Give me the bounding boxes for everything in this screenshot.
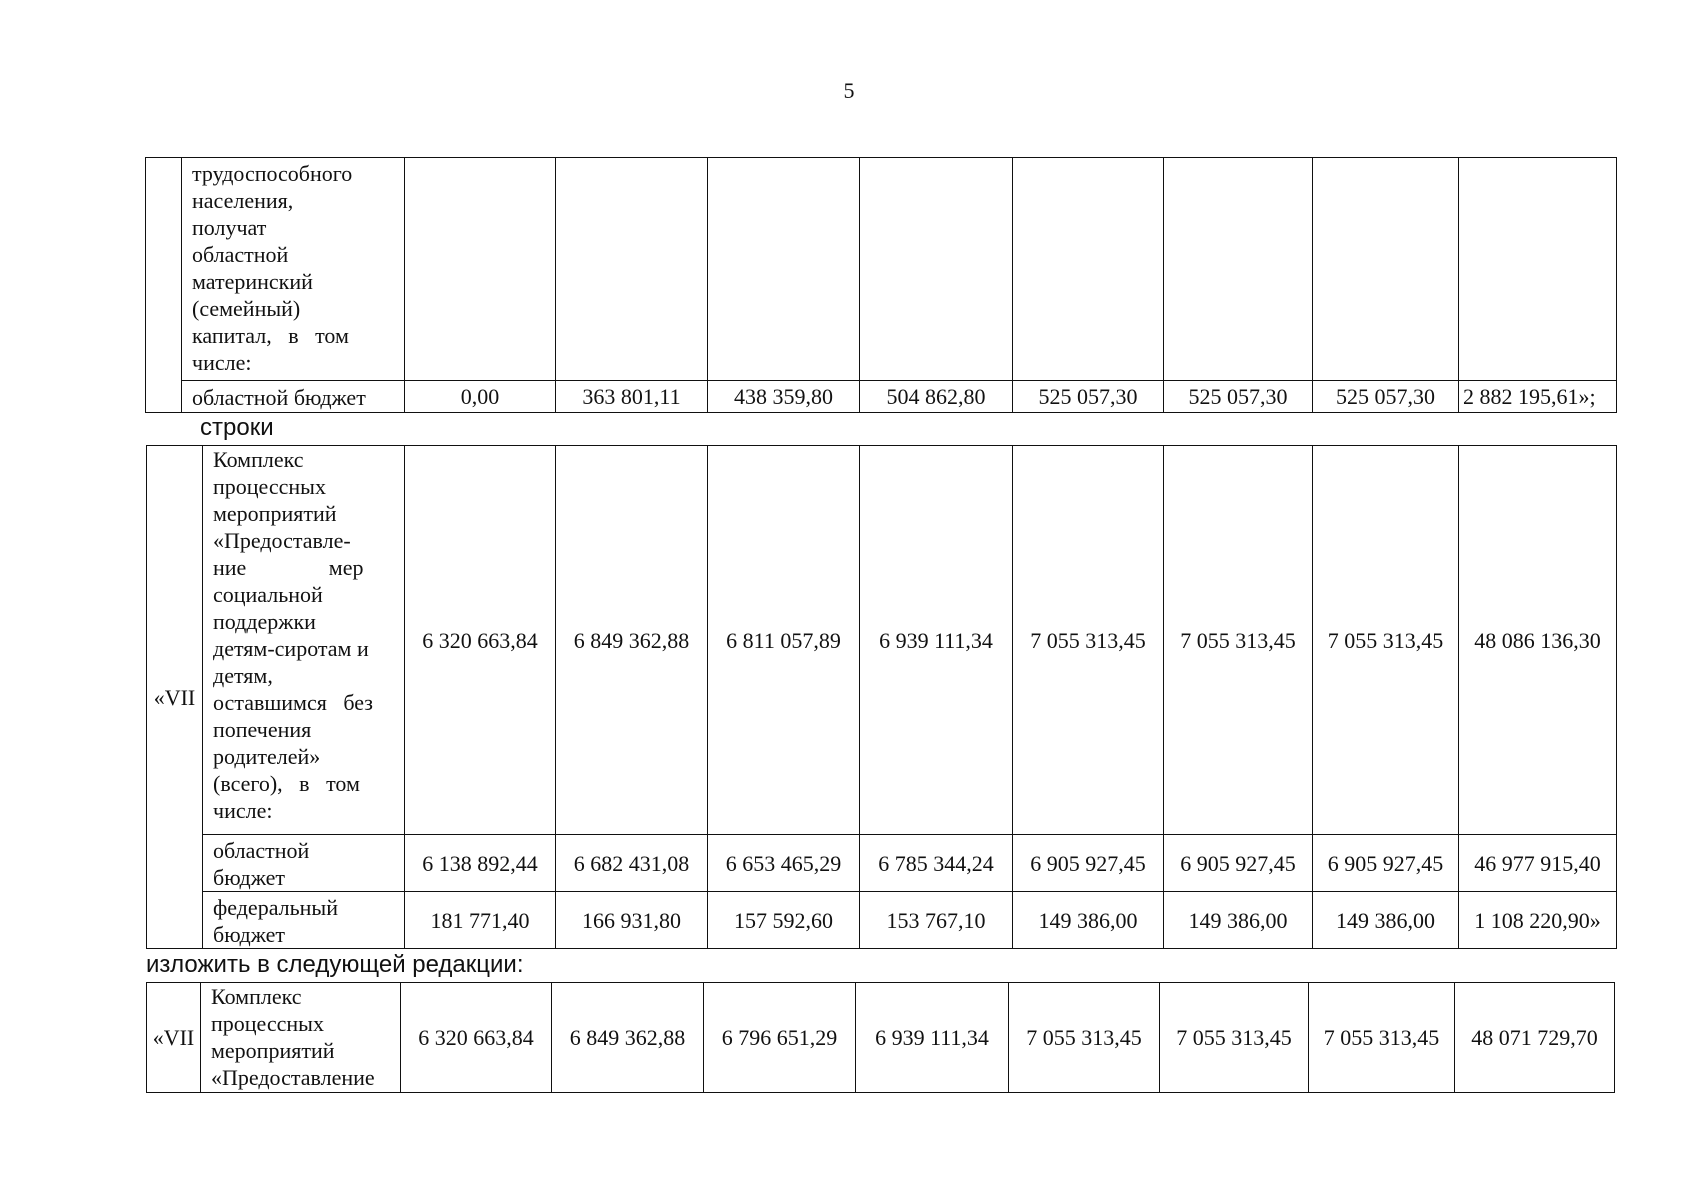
table-row	[147, 892, 1617, 949]
label-line: числе:	[213, 798, 273, 823]
value-cell	[1459, 158, 1617, 381]
value-cell	[405, 158, 556, 381]
label-line: ние мер	[213, 555, 364, 580]
label-line: федеральный	[213, 895, 338, 920]
value-cell: 6 939 111,34	[860, 446, 1013, 835]
table-new-rows	[146, 982, 1615, 1093]
value-cell: 157 592,60	[708, 892, 860, 949]
value-cell	[1013, 158, 1164, 381]
label-line: Комплекс	[211, 984, 302, 1009]
value-cell: 6 905 927,45	[1313, 835, 1459, 892]
row-number-cell	[146, 158, 182, 413]
label-line: капитал, в том	[192, 323, 349, 348]
value-cell: 6 811 057,89	[708, 446, 860, 835]
table-row	[147, 983, 1615, 1093]
value-cell: 7 055 313,45	[1309, 983, 1455, 1093]
value-cell: 7 055 313,45	[1164, 446, 1313, 835]
label-line: «Предоставле-	[213, 528, 351, 553]
label-line: процессных	[211, 1011, 324, 1036]
value-cell: 525 057,30	[1164, 381, 1313, 413]
label-line: социальной	[213, 582, 323, 607]
value-cell	[860, 158, 1013, 381]
row-label-cell	[203, 835, 405, 892]
label-line: областной	[192, 242, 289, 267]
value-cell: 153 767,10	[860, 892, 1013, 949]
value-cell: 181 771,40	[405, 892, 556, 949]
label-line: оставшимся без	[213, 690, 373, 715]
value-cell: 438 359,80	[708, 381, 860, 413]
label-line: получат	[192, 215, 267, 240]
row-label-cell	[203, 446, 405, 835]
value-cell: 149 386,00	[1013, 892, 1164, 949]
label-line: числе:	[192, 350, 252, 375]
table-old-rows	[146, 445, 1617, 949]
value-cell: 149 386,00	[1164, 892, 1313, 949]
value-cell: 363 801,11	[556, 381, 708, 413]
label-line: областной	[213, 838, 310, 863]
label-line: бюджет	[213, 865, 285, 890]
value-cell: 504 862,80	[860, 381, 1013, 413]
label-line: (всего), в том	[213, 771, 360, 796]
caption-new-edition: изложить в следующей редакции:	[146, 951, 524, 978]
value-cell: 525 057,30	[1313, 381, 1459, 413]
value-cell: 525 057,30	[1013, 381, 1164, 413]
label-line: населения,	[192, 188, 294, 213]
table-row	[146, 381, 1617, 413]
label-line: детям,	[213, 663, 273, 688]
value-cell: 6 849 362,88	[552, 983, 704, 1093]
value-cell: 149 386,00	[1313, 892, 1459, 949]
value-cell: 6 138 892,44	[405, 835, 556, 892]
label-line: «Предоставление	[211, 1065, 375, 1090]
value-cell: 6 849 362,88	[556, 446, 708, 835]
value-cell: 7 055 313,45	[1013, 446, 1164, 835]
value-cell: 48 086 136,30	[1459, 446, 1617, 835]
label-line: детям-сиротам и	[213, 636, 369, 661]
value-cell: 6 320 663,84	[405, 446, 556, 835]
table-row	[146, 158, 1617, 381]
page-number: 5	[843, 78, 855, 103]
caption-strings: строки	[200, 414, 274, 441]
label-line: родителей»	[213, 744, 321, 769]
table-row	[147, 446, 1617, 835]
value-cell: 6 653 465,29	[708, 835, 860, 892]
label-line: (семейный)	[192, 296, 301, 321]
value-cell	[556, 158, 708, 381]
value-cell: 2 882 195,61»;	[1459, 381, 1617, 413]
value-cell: 6 905 927,45	[1164, 835, 1313, 892]
table-continuation	[145, 157, 1617, 413]
label-line: мероприятий	[211, 1038, 335, 1063]
label-line: материнский	[192, 269, 313, 294]
value-cell: 0,00	[405, 381, 556, 413]
label-line: трудоспособного	[192, 161, 353, 186]
value-cell: 166 931,80	[556, 892, 708, 949]
value-cell: 7 055 313,45	[1009, 983, 1160, 1093]
value-cell: 48 071 729,70	[1455, 983, 1615, 1093]
value-cell: 7 055 313,45	[1160, 983, 1309, 1093]
label-line: мероприятий	[213, 501, 337, 526]
value-cell: 46 977 915,40	[1459, 835, 1617, 892]
value-cell	[1164, 158, 1313, 381]
value-cell: 6 796 651,29	[704, 983, 856, 1093]
label-line: бюджет	[213, 922, 285, 947]
value-cell: 6 939 111,34	[856, 983, 1009, 1093]
value-cell	[1313, 158, 1459, 381]
value-cell	[708, 158, 860, 381]
row-label-cell: областной бюджет	[182, 381, 405, 413]
value-cell: 6 320 663,84	[401, 983, 552, 1093]
label-line: процессных	[213, 474, 326, 499]
value-cell: 6 785 344,24	[860, 835, 1013, 892]
section-code-cell: «VII	[147, 983, 201, 1093]
value-cell: 1 108 220,90»	[1459, 892, 1617, 949]
label-line: попечения	[213, 717, 312, 742]
value-cell: 6 905 927,45	[1013, 835, 1164, 892]
value-cell: 7 055 313,45	[1313, 446, 1459, 835]
value-cell: 6 682 431,08	[556, 835, 708, 892]
row-label-cell	[182, 158, 405, 381]
row-label-cell	[201, 983, 401, 1093]
label-line: Комплекс	[213, 447, 304, 472]
table-row	[147, 835, 1617, 892]
row-label-cell	[203, 892, 405, 949]
label-line: поддержки	[213, 609, 316, 634]
section-code-cell: «VII	[147, 446, 203, 949]
